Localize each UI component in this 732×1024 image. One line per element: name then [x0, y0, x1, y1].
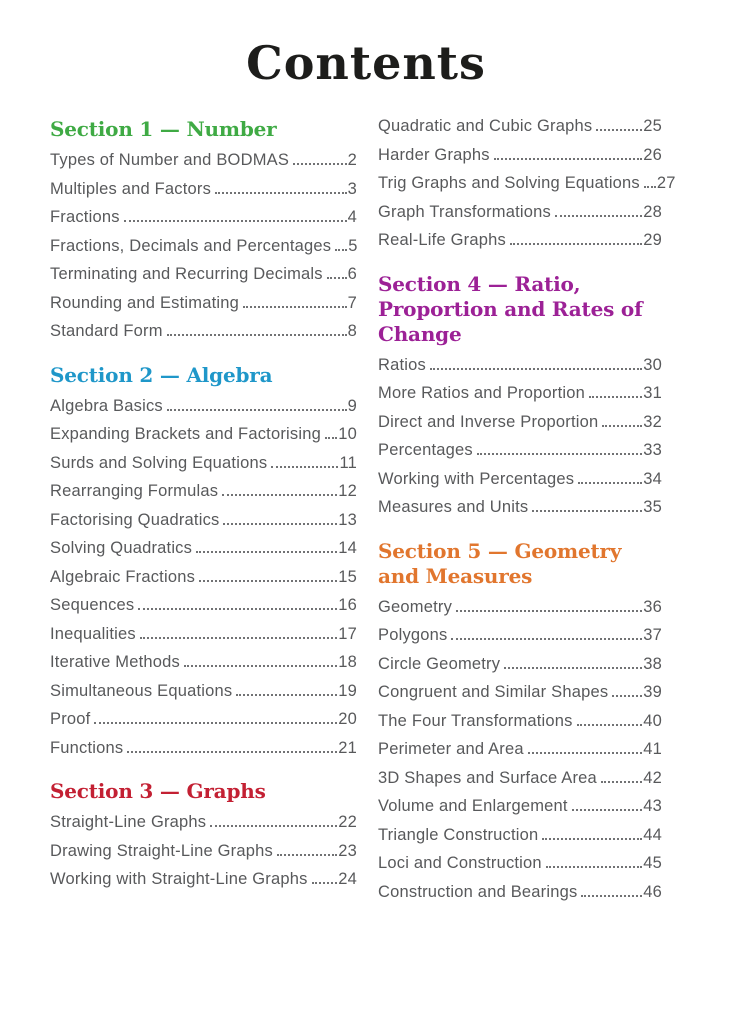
- section-heading: Section 3 — Graphs: [50, 779, 266, 803]
- toc-entry-title: Standard Form: [50, 322, 163, 340]
- toc-entry: [378, 712, 662, 732]
- dot-leader: [578, 482, 642, 484]
- toc-entry-page-number: 9: [347, 396, 357, 415]
- toc-entry: [378, 117, 662, 137]
- toc-entry-title: Expanding Brackets and Factorising: [50, 425, 321, 443]
- dot-leader: [243, 306, 347, 308]
- toc-entry-page-number: 18: [338, 653, 357, 671]
- toc-entry-title: Drawing Straight-Line Graphs: [50, 841, 273, 860]
- toc-entry: [50, 454, 357, 474]
- toc-entry-page-number: 7: [347, 293, 357, 312]
- dot-leader: [210, 825, 337, 827]
- dot-leader: [494, 158, 643, 160]
- toc-entry-page-number: 21: [338, 738, 357, 757]
- dot-leader: [612, 695, 642, 697]
- dot-leader: [601, 781, 642, 783]
- toc-entry-title: Fractions, Decimals and Percentages: [50, 236, 332, 255]
- toc-entry-title: Quadratic and Cubic Graphs: [378, 117, 593, 135]
- dot-leader: [277, 854, 337, 856]
- toc-entry-title: Working with Straight-Line Graphs: [50, 870, 308, 888]
- toc-entry-page-number: 17: [338, 624, 357, 643]
- dot-leader: [335, 249, 347, 251]
- toc-entry-page-number: 24: [338, 870, 357, 888]
- toc-entry-title: Algebra Basics: [50, 396, 163, 415]
- toc-entry-page-number: 2: [347, 151, 357, 169]
- toc-entry-page-number: 13: [338, 510, 357, 529]
- toc-entry-page-number: 38: [643, 654, 662, 673]
- toc-entry-title: Sequences: [50, 596, 135, 614]
- toc-entry-title: Percentages: [378, 441, 473, 459]
- toc-entry-title: Perimeter and Area: [378, 740, 524, 758]
- toc-entry-page-number: 41: [643, 740, 662, 758]
- toc-entry: [50, 294, 357, 314]
- toc-entry-page-number: 11: [339, 453, 357, 472]
- toc-entry-page-number: 20: [338, 710, 357, 728]
- toc-entry: [378, 441, 662, 461]
- toc-entry: [50, 180, 357, 200]
- dot-leader: [555, 215, 642, 217]
- toc-entry-title: More Ratios and Proportion: [378, 384, 585, 402]
- section-heading: Section 1 — Number: [50, 117, 277, 141]
- toc-entry: [378, 655, 662, 675]
- page-title: Contents: [246, 36, 486, 90]
- toc-entry: [378, 826, 662, 846]
- toc-entry-page-number: 42: [643, 768, 662, 787]
- toc-entry-page-number: 12: [338, 482, 357, 500]
- toc-entry-page-number: 43: [643, 797, 662, 815]
- toc-entry: [50, 596, 357, 616]
- toc-entry-title: Functions: [50, 738, 124, 757]
- dot-leader: [572, 809, 643, 811]
- toc-entry-title: Direct and Inverse Proportion: [378, 412, 599, 431]
- toc-entry-page-number: 37: [643, 626, 662, 644]
- dot-leader: [124, 220, 347, 222]
- dot-leader: [456, 610, 642, 612]
- toc-entry: [50, 208, 357, 228]
- dot-leader: [127, 751, 337, 753]
- toc-entry: [50, 653, 357, 673]
- dot-leader: [167, 334, 347, 336]
- dot-leader: [325, 437, 337, 439]
- toc-entry: [50, 397, 357, 417]
- dot-leader: [184, 665, 337, 667]
- dot-leader: [430, 368, 642, 370]
- toc-entry-page-number: 16: [338, 596, 357, 614]
- toc-entry-title: Factorising Quadratics: [50, 510, 220, 529]
- dot-leader: [589, 396, 642, 398]
- dot-leader: [596, 129, 642, 131]
- toc-entry: [378, 683, 662, 703]
- toc-entry: [50, 539, 357, 559]
- toc-entry-title: Measures and Units: [378, 498, 529, 516]
- toc-entry-title: 3D Shapes and Surface Area: [378, 768, 597, 787]
- toc-entry: [378, 384, 662, 404]
- toc-entry-page-number: 25: [643, 117, 662, 135]
- dot-leader: [223, 523, 337, 525]
- toc-entry: [378, 203, 662, 223]
- dot-leader: [215, 192, 347, 194]
- toc-entry-page-number: 28: [643, 202, 662, 221]
- toc-entry-title: Loci and Construction: [378, 854, 542, 872]
- dot-leader: [293, 163, 347, 165]
- toc-entry-title: The Four Transformations: [378, 711, 573, 730]
- toc-entry-title: Rearranging Formulas: [50, 482, 219, 500]
- toc-entry-page-number: 5: [348, 236, 358, 255]
- toc-entry-page-number: 3: [347, 179, 357, 198]
- toc-entry-page-number: 46: [643, 882, 662, 901]
- toc-entry-page-number: 14: [338, 539, 357, 557]
- toc-entry-title: Proof: [50, 710, 91, 728]
- toc-entry: [50, 568, 357, 588]
- toc-entry: [378, 231, 662, 251]
- toc-entry: [378, 174, 676, 194]
- toc-entry-title: Graph Transformations: [378, 202, 551, 221]
- toc-entry: [378, 413, 662, 433]
- dot-leader: [196, 551, 337, 553]
- toc-entry-page-number: 36: [643, 597, 662, 616]
- dot-leader: [167, 409, 347, 411]
- toc-entry-page-number: 26: [643, 145, 662, 164]
- toc-entry: [50, 482, 357, 502]
- toc-entry-title: Terminating and Recurring Decimals: [50, 265, 323, 283]
- section-heading: Section 4 — Ratio, Proportion and Rates of Change: [378, 271, 643, 346]
- dot-leader: [138, 608, 337, 610]
- toc-entry: [50, 625, 357, 645]
- toc-entry-title: Surds and Solving Equations: [50, 453, 268, 472]
- toc-entry-page-number: 8: [347, 322, 357, 340]
- toc-entry: [50, 322, 357, 342]
- toc-entry-page-number: 29: [643, 231, 662, 249]
- toc-entry-title: Triangle Construction: [378, 825, 539, 844]
- toc-entry: [50, 237, 357, 257]
- toc-entry-page-number: 39: [643, 683, 662, 701]
- toc-entry: [50, 151, 357, 171]
- toc-entry-title: Inequalities: [50, 624, 136, 643]
- toc-entry: [50, 511, 357, 531]
- toc-entry-page-number: 27: [656, 174, 676, 192]
- toc-column-left: [50, 115, 357, 911]
- toc-entry-page-number: 4: [347, 208, 357, 226]
- toc-entry: [50, 265, 357, 285]
- toc-entry: [378, 146, 662, 166]
- toc-entry: [378, 356, 662, 376]
- toc-entry: [50, 682, 357, 702]
- dot-leader: [327, 277, 347, 279]
- toc-entry-page-number: 23: [338, 841, 357, 860]
- toc-entry-page-number: 31: [643, 384, 662, 402]
- toc-entry-page-number: 35: [643, 498, 662, 516]
- toc-column-right: [378, 115, 676, 911]
- dot-leader: [532, 510, 642, 512]
- dot-leader: [312, 882, 338, 884]
- dot-leader: [199, 580, 337, 582]
- toc-entry-title: Polygons: [378, 626, 448, 644]
- toc-entry: [378, 598, 662, 618]
- toc-entry-page-number: 6: [347, 265, 357, 283]
- dot-leader: [546, 866, 642, 868]
- section-heading: Section 2 — Algebra: [50, 362, 273, 387]
- toc-entry: [50, 739, 357, 759]
- dot-leader: [477, 453, 642, 455]
- dot-leader: [602, 425, 642, 427]
- toc-entry-title: Algebraic Fractions: [50, 567, 196, 586]
- toc-entry-title: Trig Graphs and Solving Equations: [378, 174, 640, 192]
- toc-entry: [378, 626, 662, 646]
- toc-entry-title: Volume and Enlargement: [378, 797, 568, 815]
- dot-leader: [644, 186, 656, 188]
- toc-entry-page-number: 45: [643, 854, 662, 872]
- toc-entry-page-number: 10: [338, 425, 357, 443]
- toc-entry-title: Types of Number and BODMAS: [50, 151, 290, 169]
- toc-entry-title: Circle Geometry: [378, 654, 501, 673]
- dot-leader: [271, 466, 338, 468]
- toc-entry: [50, 842, 357, 862]
- toc-entry-title: Solving Quadratics: [50, 539, 193, 557]
- toc-entry-title: Straight-Line Graphs: [50, 813, 207, 831]
- toc-entry-page-number: 19: [338, 681, 357, 700]
- dot-leader: [542, 838, 642, 840]
- toc-entry-page-number: 40: [643, 711, 662, 730]
- toc-entry: [50, 425, 357, 445]
- toc-entry-title: Congruent and Similar Shapes: [378, 683, 609, 701]
- dot-leader: [577, 724, 643, 726]
- toc-entry: [378, 498, 662, 518]
- toc-entry-title: Fractions: [50, 208, 120, 226]
- toc-entry-page-number: 15: [338, 567, 357, 586]
- toc-entry: [50, 813, 357, 833]
- toc-entry-page-number: 34: [643, 469, 662, 488]
- toc-entry-title: Rounding and Estimating: [50, 293, 239, 312]
- toc-entry: [378, 769, 662, 789]
- section-heading: Section 5 — Geometry and Measures: [378, 538, 622, 588]
- toc-entry-page-number: 22: [338, 813, 357, 831]
- toc-entry: [50, 710, 357, 730]
- toc-entry-title: Simultaneous Equations: [50, 681, 233, 700]
- dot-leader: [236, 694, 337, 696]
- dot-leader: [451, 638, 642, 640]
- dot-leader: [581, 895, 642, 897]
- dot-leader: [222, 494, 337, 496]
- toc-entry-page-number: 33: [643, 441, 662, 459]
- toc-entry-title: Iterative Methods: [50, 653, 180, 671]
- toc-entry-title: Real-Life Graphs: [378, 231, 506, 249]
- toc-entry-page-number: 44: [643, 825, 662, 844]
- toc-entry: [378, 470, 662, 490]
- toc-columns: [0, 115, 732, 911]
- toc-entry: [378, 883, 662, 903]
- toc-entry-page-number: 30: [643, 355, 662, 374]
- toc-entry-title: Multiples and Factors: [50, 179, 212, 198]
- toc-entry: [378, 854, 662, 874]
- toc-entry-title: Construction and Bearings: [378, 882, 578, 901]
- toc-entry-title: Harder Graphs: [378, 145, 490, 164]
- dot-leader: [504, 667, 642, 669]
- toc-entry: [50, 870, 357, 890]
- toc-entry-title: Working with Percentages: [378, 469, 575, 488]
- toc-entry-page-number: 32: [643, 412, 662, 431]
- dot-leader: [528, 752, 642, 754]
- dot-leader: [510, 243, 642, 245]
- toc-entry: [378, 740, 662, 760]
- dot-leader: [94, 722, 337, 724]
- toc-entry-title: Ratios: [378, 355, 426, 374]
- toc-entry: [378, 797, 662, 817]
- dot-leader: [140, 637, 337, 639]
- toc-entry-title: Geometry: [378, 597, 453, 616]
